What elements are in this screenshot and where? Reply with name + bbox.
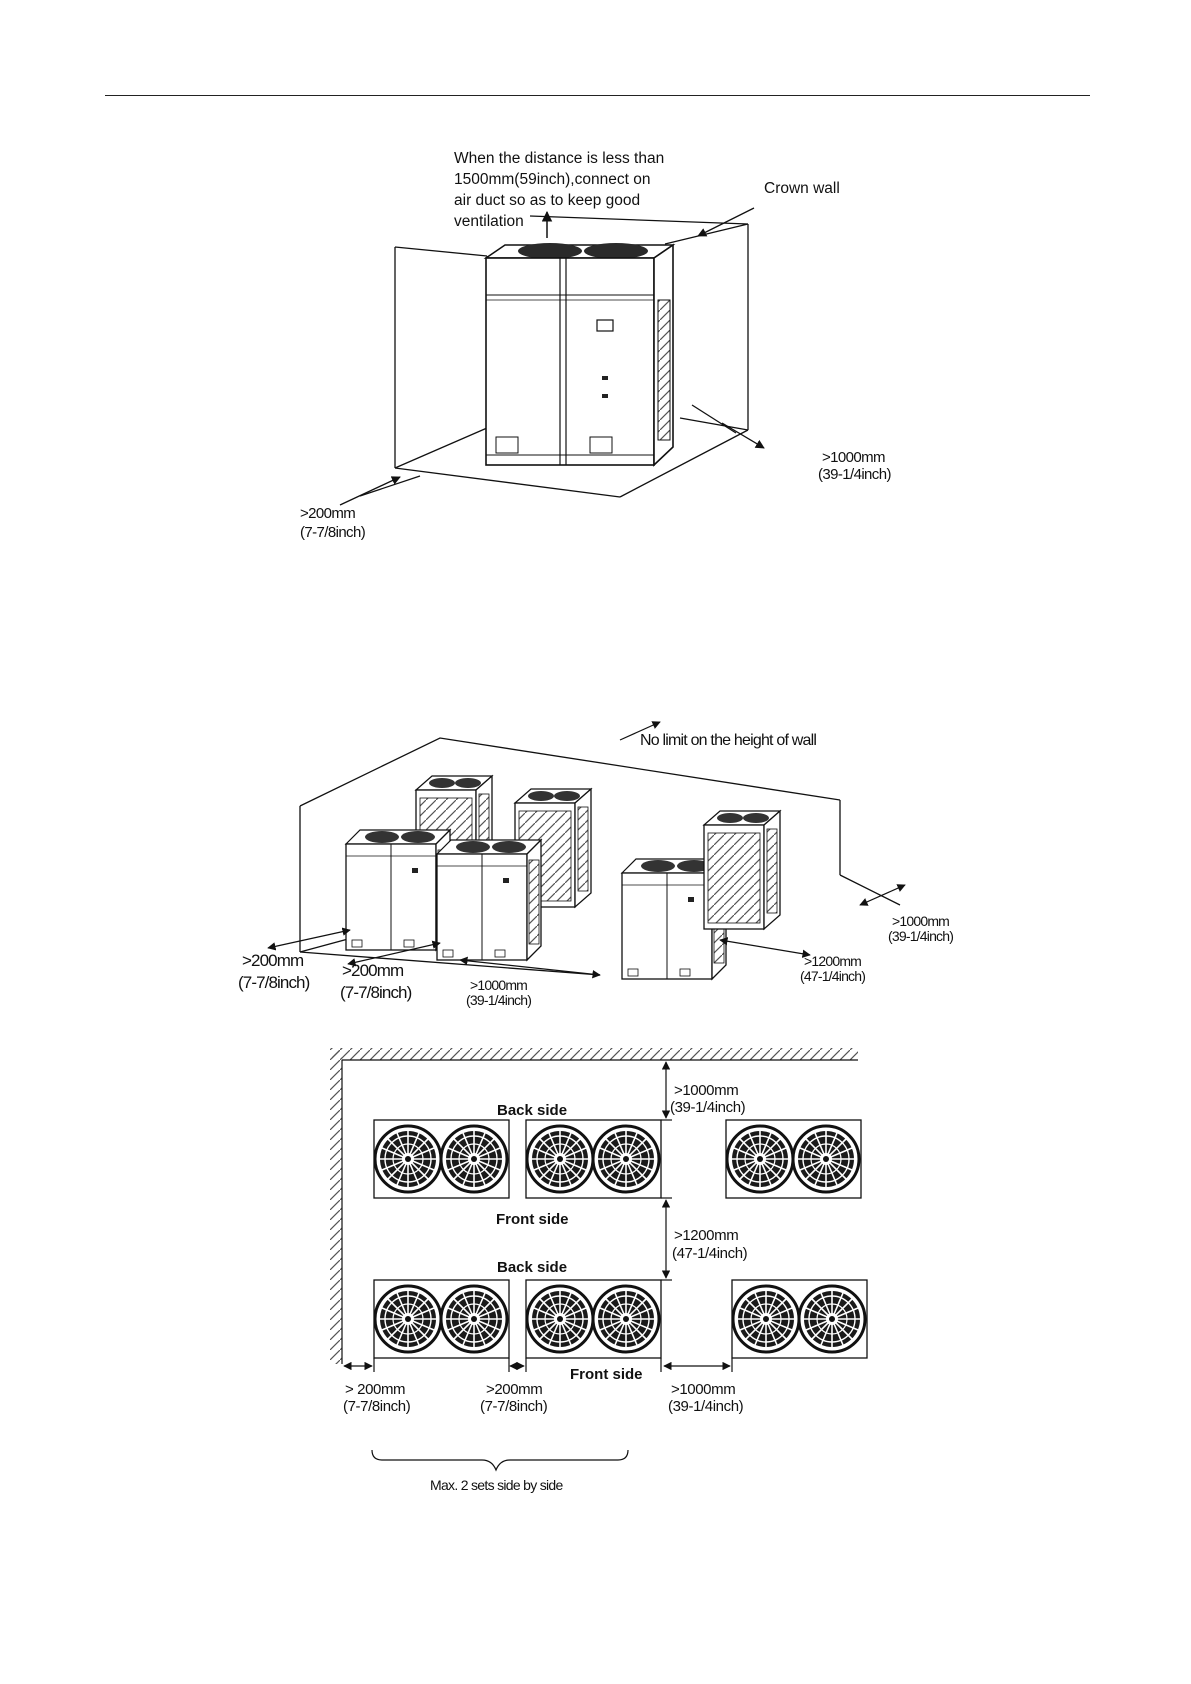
ventilation-note-line-2: 1500mm(59inch),connect on [454,171,651,188]
ventilation-note-line-1: When the distance is less than [454,150,665,167]
wall-clearance-mm: > 200mm [345,1381,406,1398]
rear-clearance-mm: >1000mm [822,449,885,466]
front-clearance-mm: >1000mm [470,977,528,993]
outdoor-unit-drawing [486,243,673,465]
rear-clearance-inch: (39-1/4inch) [818,466,891,483]
left-clearance-inch: (7-7/8inch) [238,973,310,992]
fan-icons [375,1126,865,1352]
fan-icon [375,1286,441,1352]
ventilation-note-line-3: air duct so as to keep good [454,192,641,209]
side-clearance-mm: >1000mm [671,1381,736,1398]
fan-icon [593,1126,659,1192]
group-note: Max. 2 sets side by side [430,1477,563,1493]
group-brace [372,1450,628,1470]
ventilation-note-line-4: ventilation [454,213,524,230]
fan-icon [733,1286,799,1352]
fan-icon [441,1286,507,1352]
set-gap-mm: >200mm [486,1381,543,1398]
row-clearance-inch: (47-1/4inch) [672,1245,748,1262]
row-clearance-mm: >1200mm [804,953,862,969]
wall-height-note: No limit on the height of wall [640,732,817,749]
row-clearance-mm: >1200mm [674,1227,739,1244]
fan-icon [527,1126,593,1192]
fan-icon [527,1286,593,1352]
single-unit-diagram [300,150,891,541]
left-wall-hatch [330,1048,342,1364]
top-clearance-inch: (39-1/4inch) [670,1099,746,1116]
side-clearance-arrow [340,477,400,505]
front-side-label-bottom: Front side [570,1366,643,1383]
crown-wall-label: Crown wall [764,180,840,197]
unit-gap-mm: >200mm [342,961,404,980]
side-clearance-line [360,476,420,496]
multi-unit-3d-diagram [238,722,953,1008]
fan-icon [727,1126,793,1192]
unit-front-left-1 [346,830,450,950]
wall-clearance-inch: (7-7/8inch) [343,1398,411,1415]
front-side-label-middle: Front side [496,1211,569,1228]
right-clearance-inch: (39-1/4inch) [888,928,954,944]
top-clearance-mm: >1000mm [674,1082,739,1099]
set-gap-inch: (7-7/8inch) [480,1398,548,1415]
unit-gap-inch: (7-7/8inch) [340,983,412,1002]
fan-icon [799,1286,865,1352]
multi-unit-plan-diagram [330,1048,867,1493]
back-side-label-top: Back side [497,1102,568,1119]
side-clearance-inch: (39-1/4inch) [668,1398,744,1415]
unit-back-right [704,811,780,929]
fan-icon [793,1126,859,1192]
fan-icon [593,1286,659,1352]
rear-clearance-arrow [722,423,764,448]
row-clearance-inch: (47-1/4inch) [800,968,866,984]
left-clearance-mm: >200mm [242,951,304,970]
top-wall-hatch [332,1048,858,1060]
right-clearance-mm: >1000mm [892,913,950,929]
side-clearance-inch: (7-7/8inch) [300,524,366,541]
back-side-label-middle: Back side [497,1259,568,1276]
unit-front-left-2 [437,840,541,960]
front-clearance-inch: (39-1/4inch) [466,992,532,1008]
fan-icon [375,1126,441,1192]
rear-clearance-line [692,405,736,433]
fan-icon [441,1126,507,1192]
side-clearance-mm: >200mm [300,505,356,522]
